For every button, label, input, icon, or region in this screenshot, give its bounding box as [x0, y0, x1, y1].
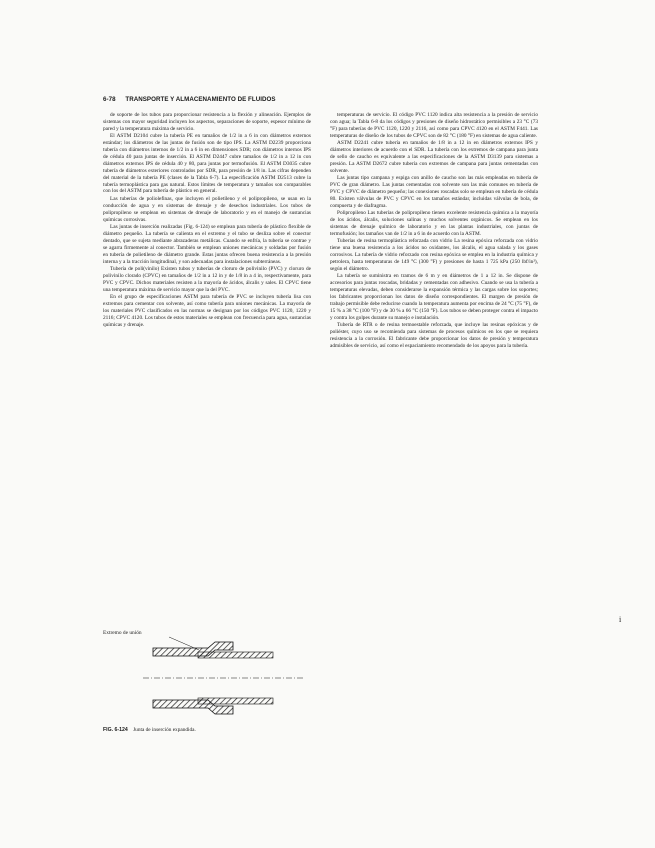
- paragraph: Tubería de RTR o de resina termoestable reforzada, que incluye las resinas epóxicas y de poliéster, cuyo uso se recomienda para sistemas de procesos químicos en los que se requiera resistencia a la corrosión. El fabricante debe proporcionar los datos de presión y temperatura admisibles de servicio, así como el espaciamiento recomendado de los apoyos para la tubería.: [330, 322, 538, 349]
- right-column: [330, 112, 538, 612]
- paragraph: El ASTM D2104 cubre la tubería PE en tamaños de 1/2 in a 6 in con diámetros externos estándar; los diámetros de las juntas de fusión son de tipo IPS. La ASTM D2239 proporciona tubería con diámetros internos de 1/2 in a 6 in en dimensiones SDR; con diámetros internos IPS de cédula 40 para juntas de inserción. El ASTM D2447 cubre tamaños de 1/2 in a 12 in con diámetros externos IPS de cédula 40 y 80, para juntas por termofusión. El ASTM D3035 cubre tubería de diámetros exteriores controlados por SDR, para presión de 1/8 in. Las cifras dependen del material de la tubería PE (clases de la Tabla 6-7). La especificación ASTM D2513 cubre la tubería termoplástica para gas natural. Estos límites de temperatura y tamaños son comparables con los del ASTM para tubería de plástico en general.: [103, 133, 311, 195]
- paragraph: En el grupo de especificaciones ASTM para tubería de PVC se incluyen tubería lisa con extremos para cementar con solvente, así como tubería para uniones mecánicas. La mayoría de los materiales PVC clasificados en las normas se designan por los códigos PVC 1120, 1220 y 2116; CPVC 4120. Los tubos de estos materiales se emplean con frecuencia para agua, sustancias químicas y drenaje.: [103, 294, 311, 328]
- paragraph: Las juntas de inserción realizadas (Fig. 6-124) se emplean para tubería de plástico flexible de diámetro pequeño. La tubería se calienta en el extremo y el tubo se desliza sobre el conector dentado, que se sujeta mediante abrazaderas metálicas. Cuando se enfría, la tubería se contrae y se agarra firmemente al conector. También se emplean uniones mecánicas y soldadas por fusión en tubería de polietileno de diámetro grande. Estas juntas ofrecen buena resistencia a la presión interna y a la tracción longitudinal, y son adecuadas para instalaciones subterráneas.: [103, 224, 311, 265]
- page-number: 6-78: [103, 96, 116, 103]
- figure-label: Extremo de unión: [103, 630, 142, 636]
- margin-mark: i: [619, 615, 622, 624]
- paragraph: ASTM D2241 cubre tubería en tamaños de 1/8 in a 12 in en diámetros externos IPS y diámetros interiores de acuerdo con el SDR. La tubería con los extremos de campana para junta de sello de caucho es equivalente a las especificaciones de la ASTM D3139 para sistemas a presión. La ASTM D2672 cubre tubería con extremos de campana para juntas cementadas con solvente.: [330, 140, 538, 174]
- paragraph: temperaturas de servicio. El código PVC 1120 indica alta resistencia a la presión de servicio con agua; la Tabla 6-8 da los códigos y presiones de diseño hidrostático permisibles a 23 °C (73 °F) para tuberías de PVC 1120, 1220 y 2116, así como para CPVC 4120 en el ASTM F441. Las temperaturas de diseño de los tubos de CPVC son de 82 °C (180 °F) en sistemas de agua caliente.: [330, 112, 538, 139]
- paragraph: Las juntas tipo campana y espiga con anillo de caucho son las más empleadas en tubería de PVC de gran diámetro. Las juntas cementadas con solvente son las más comunes en tubería de PVC y CPVC de diámetro pequeño; las conexiones roscadas solo se emplean en tubería de cédula 80. Existen válvulas de PVC y CPVC en los tamaños estándar, incluidas válvulas de bola, de compuerta y de diafragma.: [330, 175, 538, 209]
- figure-6-124: [103, 628, 313, 728]
- paragraph: Tuberías de resina termoplástica reforzada con vidrio La resina epóxica reforzada con vidrio tiene una buena resistencia a los ácidos no oxidantes, los álcalis, el agua salada y los gases corrosivos. La tubería de vidrio reforzado con resina epóxica se emplea en la industria química y petrolera, hasta temperaturas de 149 °C (300 °F) y presiones de hasta 1 725 kPa (250 lbf/in²), según el diámetro.: [330, 238, 538, 272]
- figure-caption-text: Junta de inserción expandida.: [133, 727, 196, 733]
- left-column: [103, 112, 311, 412]
- paragraph: La tubería se suministra en tramos de 6 m y en diámetros de 1 a 12 in. Se dispone de accesorios para juntas roscadas, bridadas y cementadas con adhesivo. Cuando se usa la tubería a temperaturas elevadas, deben considerarse la expansión térmica y las cargas sobre los soportes; los fabricantes proporcionan los datos de diseño correspondientes. El margen de presión de trabajo permisible debe reducirse cuando la temperatura aumenta por encima de 24 °C (75 °F), de 15 % a 38 °C (100 °F) y de 30 % a 66 °C (150 °F). Los tubos se deben proteger contra el impacto y contra los golpes durante su manejo e instalación.: [330, 273, 538, 321]
- figure-caption: [103, 727, 313, 733]
- paragraph: Las tuberías de poliolefinas, que incluyen el polietileno y el polipropileno, se usan en la conducción de agua y en sistemas de drenaje y de desechos industriales. Los tubos de polipropileno se emplean en sistemas de drenaje de laboratorio y en el manejo de sustancias químicas corrosivas.: [103, 195, 311, 223]
- paragraph: Polipropileno Las tuberías de polipropileno tienen excelente resistencia química a la mayoría de los ácidos, álcalis, soluciones salinas y muchos solventes orgánicos. Se emplean en los sistemas de drenaje químico de laboratorio y en las plantas industriales, con juntas de termofusión; los tamaños van de 1/2 in a 6 in de acuerdo con la ASTM.: [330, 210, 538, 237]
- page-header: [103, 96, 543, 108]
- running-title: TRANSPORTE Y ALMACENAMIENTO DE FLUIDOS: [125, 96, 276, 103]
- insert-upper: [198, 652, 273, 658]
- paragraph: Tubería de poli(vinilo) Existen tubos y tuberías de cloruro de polivinilo (PVC) y cloruro de polivinilo clorado (CPVC) en tamaños de 1/2 in a 12 in y de 1/8 in a 4 in, respectivamente, para PVC y CPVC. Dichos materiales resisten a la mayoría de ácidos, álcalis y sales. El CPVC tiene una temperatura máxima de servicio mayor que la del PVC.: [103, 265, 311, 293]
- figure-number: FIG. 6-124: [103, 727, 128, 733]
- insert-joint-drawing: [103, 628, 313, 728]
- paragraph: de soporte de los tubos para proporcionar resistencia a la flexión y alineación. Ejemplos de sistemas con mayor seguridad incluyen los aspectos, separaciones de soporte, espesor mínimo de pared y la temperatura máxima de servicio.: [103, 112, 311, 132]
